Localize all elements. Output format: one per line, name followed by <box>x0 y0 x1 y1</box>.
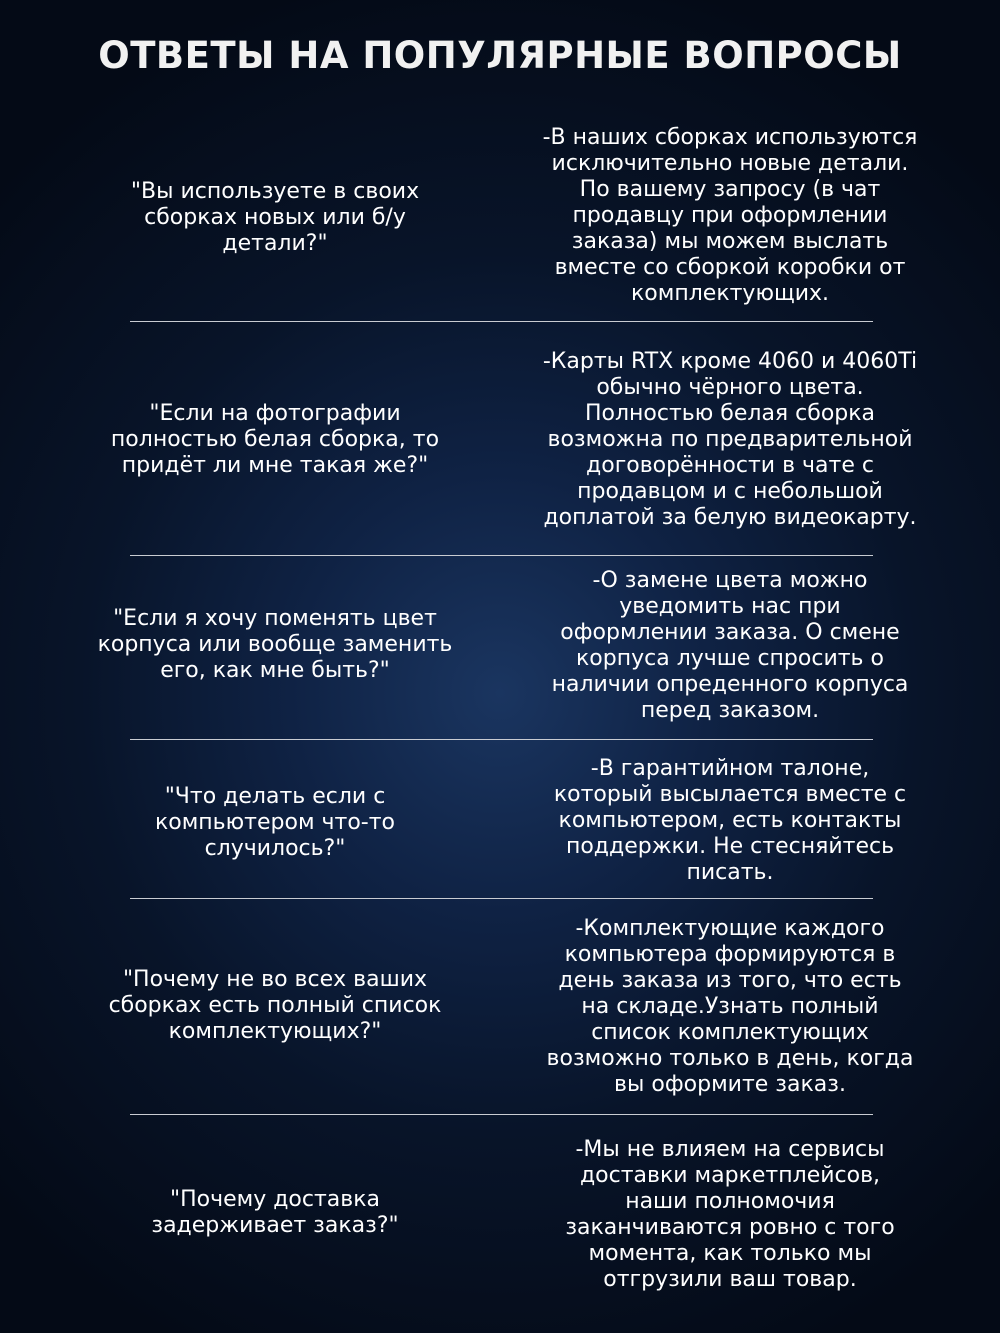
faq-answer-6: -Мы не влияем на сервисы доставки маркетплейсов, наши полномочия заканчиваются ровно с того момента, как только мы отгрузили ваш товар. <box>565 1137 895 1292</box>
faq-divider-1 <box>130 321 873 322</box>
faq-answer-1: -В наших сборках используются исключительно новые детали. По вашему запросу (в чат продавцу при оформлении заказа) мы можем выслать вместе со сборкой коробки от комплектующих. <box>542 125 918 306</box>
faq-question-5: "Почему не во всех ваших сборках есть полный список комплектующих?" <box>108 967 442 1044</box>
faq-divider-3 <box>130 739 873 740</box>
faq-question-2: "Если на фотографии полностью белая сборка, то придёт ли мне такая же?" <box>110 401 440 478</box>
faq-question-6: "Почему доставка задерживает заказ?" <box>151 1187 399 1238</box>
faq-answer-2: -Карты RTX кроме 4060 и 4060Ti обычно чёрного цвета. Полностью белая сборка возможна по предварительной договорённости в чате с продавцом и с небольшой доплатой за белую видеокарту. <box>542 349 918 530</box>
faq-divider-5 <box>130 1114 873 1115</box>
faq-answer-5: -Комплектующие каждого компьютера формируются в день заказа из того, что есть на складе.Узнать полный список комплектующих возможно только в день, когда вы оформите заказ. <box>546 916 914 1097</box>
faq-question-1: "Вы используете в своих сборках новых или б/у детали?" <box>130 179 420 256</box>
faq-answer-4: -В гарантийном талоне, который высылается вместе с компьютером, есть контакты поддержки. Не стесняйтесь писать. <box>553 756 907 885</box>
faq-answer-3: -О замене цвета можно уведомить нас при оформлении заказа. О смене корпуса лучше спросить о наличии опреденного корпуса перед заказом. <box>551 568 909 723</box>
faq-divider-4 <box>130 898 873 899</box>
page-title: ОТВЕТЫ НА ПОПУЛЯРНЫЕ ВОПРОСЫ <box>98 34 902 77</box>
faq-divider-2 <box>130 555 873 556</box>
faq-question-3: "Если я хочу поменять цвет корпуса или вообще заменить его, как мне быть?" <box>97 606 453 683</box>
faq-question-4: "Что делать если с компьютером что-то случилось?" <box>154 784 396 861</box>
